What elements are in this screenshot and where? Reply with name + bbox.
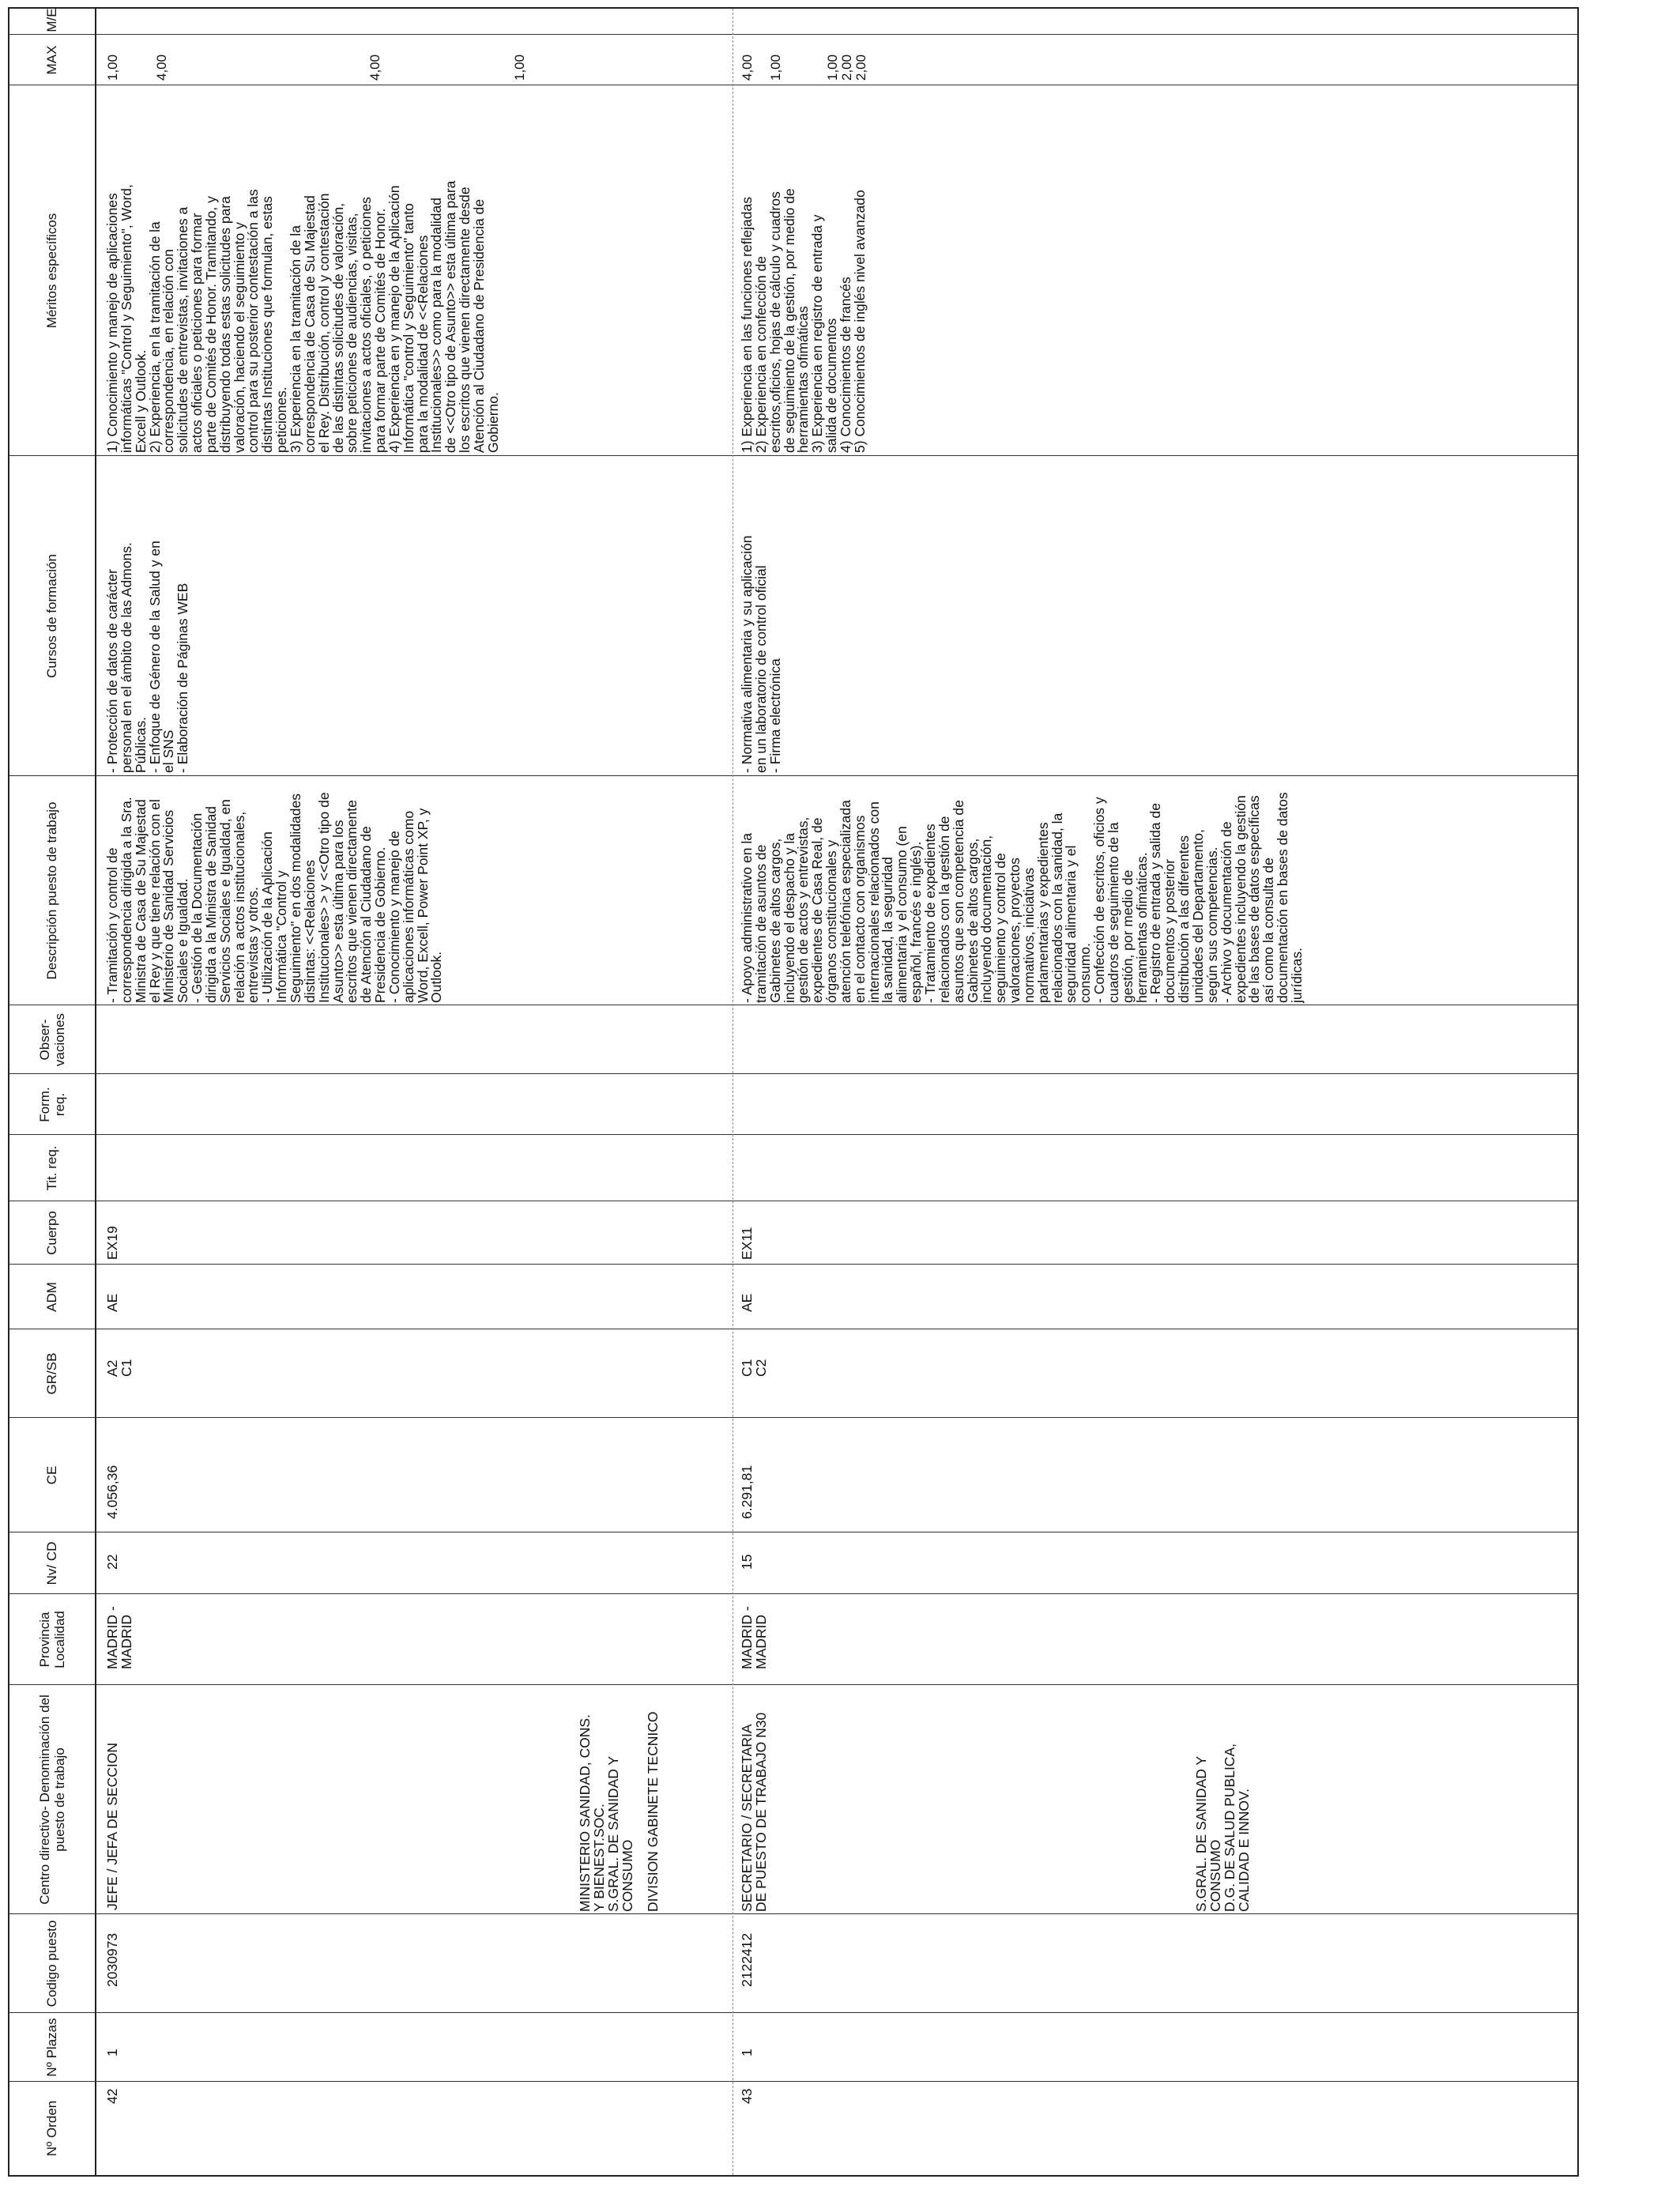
row-cursos: - Normativa alimentaria y su aplicación en un laboratorio de control oficial - Firma electrónica: [739, 535, 783, 773]
header-cursos: Cursos de formación: [44, 554, 60, 678]
row-ce: 6.291,81: [739, 1465, 755, 1519]
max-value: 1,00: [768, 54, 783, 81]
header-me: M/E: [44, 8, 60, 32]
row-nivel: 22: [104, 1554, 120, 1570]
row-denominacion: JEFE / JEFA DE SECCION: [104, 1743, 120, 1910]
header-plazas: Nº Plazas: [44, 2018, 60, 2077]
row-cursos: - Protección de datos de carácter personal en el ámbito de las Admons. Públicas. - Enfoque de Género de la Salud y en el SNS - Elaboración de Páginas WEB: [104, 541, 191, 773]
row-centro-direccion: S.GRAL. DE SANIDAD Y CONSUMO D.G. DE SALUD PUBLICA, CALIDAD E INNOV.: [1193, 1744, 1252, 1912]
row-orden: 42: [104, 2088, 120, 2104]
positions-table: [8, 7, 1579, 2177]
header-orden: Nº Orden: [44, 2100, 60, 2157]
max-value: 1,00: [105, 54, 120, 81]
row-cuerpo: EX19: [104, 1226, 120, 1260]
row-plazas: 1: [739, 2049, 755, 2056]
row-codigo: 2122412: [739, 1932, 755, 1987]
header-descripcion: Descripción puesto de trabajo: [44, 801, 60, 980]
row-descripcion: - Tramitación y control de correspondencia dirigida a la Sra. Ministra de Casa de Su Majestad el Rey y que tiene relación con el Ministerio de Sanidad Servicios Sociales e Igualdad. - Gestión de la Documentación dirigida a la Ministra de Sanidad Servicios Sociales e Igualdad, en relación a actos institucionales, entrevistas y otros. - Utilización de la Aplicación Informática "Control y Seguimiento" en dos modalidades distintas: <<Relaciones Institucionales> > y <<Otro tipo de Asunto>> esta última para los escritos que vienen directamente de Atención al Ciudadano de Presidencia de Gobierno. - Conocimiento y manejo de aplicaciones informáticas como Word, Excell, Power Point XP, y Outlook.: [104, 792, 445, 1003]
row-gr: C1 C2: [739, 1359, 769, 1377]
max-value: 4,00: [154, 54, 169, 81]
header-cuerpo: Cuerpo: [44, 1211, 60, 1255]
max-value: 4,00: [367, 54, 382, 81]
max-value: 4,00: [740, 54, 755, 81]
row-meritos: 1) Conocimiento y manejo de aplicaciones informáticas "Control y Seguimiento", Word, Excell y Outlook. 2) Experiencia, en la tramitación de la correspondencia, en relación con solicitudes de entrevistas, invitaciones a actos oficiales o peticiones para formar parte de Comités de Honor. Tramitando, y distribuyendo todas estas solicitudes para valoración, haciendo el seguimiento y control para su posterior contestación a las distintas Instituciones que formulan, estas peticiones. 3) Experiencia en la tramitación de la correspondencia de Casa de Su Majestad el Rey. Distribución, control y contestación de las distintas solicitudes de valoración, sobre peticiones de audiencias, visitas, invitaciones a actos oficiales, o peticiones para formar parte de Comités de Honor. 4) Experiencia en y manejo de la Aplicación Informática "control y Seguimiento" tanto para la modalidad de <<Relaciones Institucionales>> como para la modalidad de <<Otro tipo de Asunto>> esta última para los escritos que vienen directamente desde Atención al Ciudadano de Presidencia de Gobierno.: [104, 180, 501, 453]
row-provincia: MADRID - MADRID: [739, 1606, 769, 1669]
max-value: 1,00: [512, 54, 527, 81]
row-adm: AE: [104, 1293, 120, 1312]
header-provincia: Provincia Localidad: [36, 1611, 67, 1668]
row-codigo: 2030973: [104, 1932, 120, 1987]
header-obs: Obser- vaciones: [36, 1012, 67, 1067]
row-centro-division: DIVISION GABINETE TECNICO: [645, 1711, 661, 1912]
header-adm: ADM: [44, 1282, 60, 1312]
max-value: 2,00: [839, 54, 854, 81]
max-value: 2,00: [853, 54, 868, 81]
header-max: MAX: [44, 45, 60, 75]
row-nivel: 15: [739, 1554, 755, 1570]
row-denominacion: SECRETARIO / SECRETARIA DE PUESTO DE TRABAJO N30: [739, 1712, 769, 1912]
row-descripcion: - Apoyo administrativo en la tramitación de asuntos de Gabinetes de altos cargos, incluyendo el despacho y la gestión de actos y entrevistas, expedientes de Casa Real, de órganos constitucionales y atención telefónica especializada en el contacto con organismos internacionales relacionados con la sanidad, la seguridad alimentaria y el consumo (en español, francés e inglés). - Tratamiento de expedientes relacionados con la gestión de asuntos que son competencia de Gabinetes de altos cargos, incluyendo documentación, seguimiento y control de valoraciones, proyectos normativos, iniciativas parlamentarias y expedientes relacionados con la sanidad, la seguridad alimentaria y el consumo. - Confección de escritos, oficios y cuadros de seguimiento de la gestión, por medio de herramientas ofimáticas. - Registro de entrada y salida de documentos y posterior distribución a las diferentes unidades del Departamento, según sus competencias. - Archivo y documentación de expedientes incluyendo la gestión de las bases de datos específicas así como la consulta de documentación en bases de datos jurídicas.: [739, 792, 1305, 1003]
header-tit: Tit. req.: [44, 1145, 60, 1191]
header-nivel: Nv/ CD: [44, 1541, 60, 1585]
header-form: Form. req.: [36, 1087, 67, 1122]
row-provincia: MADRID - MADRID: [104, 1606, 134, 1669]
max-value: 1,00: [825, 54, 840, 81]
header-codigo: Codigo puesto: [44, 1920, 60, 2007]
row-meritos: 1) Experiencia en las funciones reflejadas 2) Experiencia en confección de escritos,oficios, hojas de cálculo y cuadros de seguimiento de la gestión, por medio de herramientas ofimáticas 3) Experiencia en registro de entrada y salida de documentos 4) Conocimientos de francés 5) Conocimientos de inglés nivel avanzado: [739, 188, 868, 453]
row-ce: 4.056,36: [104, 1465, 120, 1519]
header-centro: Centro directivo- Denominación del puesto de trabajo: [36, 1695, 67, 1905]
row-cuerpo: EX11: [739, 1227, 755, 1260]
row-centro-ministerio: MINISTERIO SANIDAD, CONS. Y BIENEST.SOC. S.GRAL. DE SANIDAD Y CONSUMO: [577, 1714, 635, 1912]
row-adm: AE: [739, 1293, 755, 1312]
header-gr: GR/SB: [44, 1352, 60, 1395]
header-ce: CE: [44, 1465, 60, 1485]
row-orden: 43: [739, 2088, 755, 2104]
row-plazas: 1: [104, 2049, 120, 2056]
header-meritos: Méritos específicos: [44, 213, 60, 329]
row-gr: A2 C1: [104, 1359, 134, 1377]
